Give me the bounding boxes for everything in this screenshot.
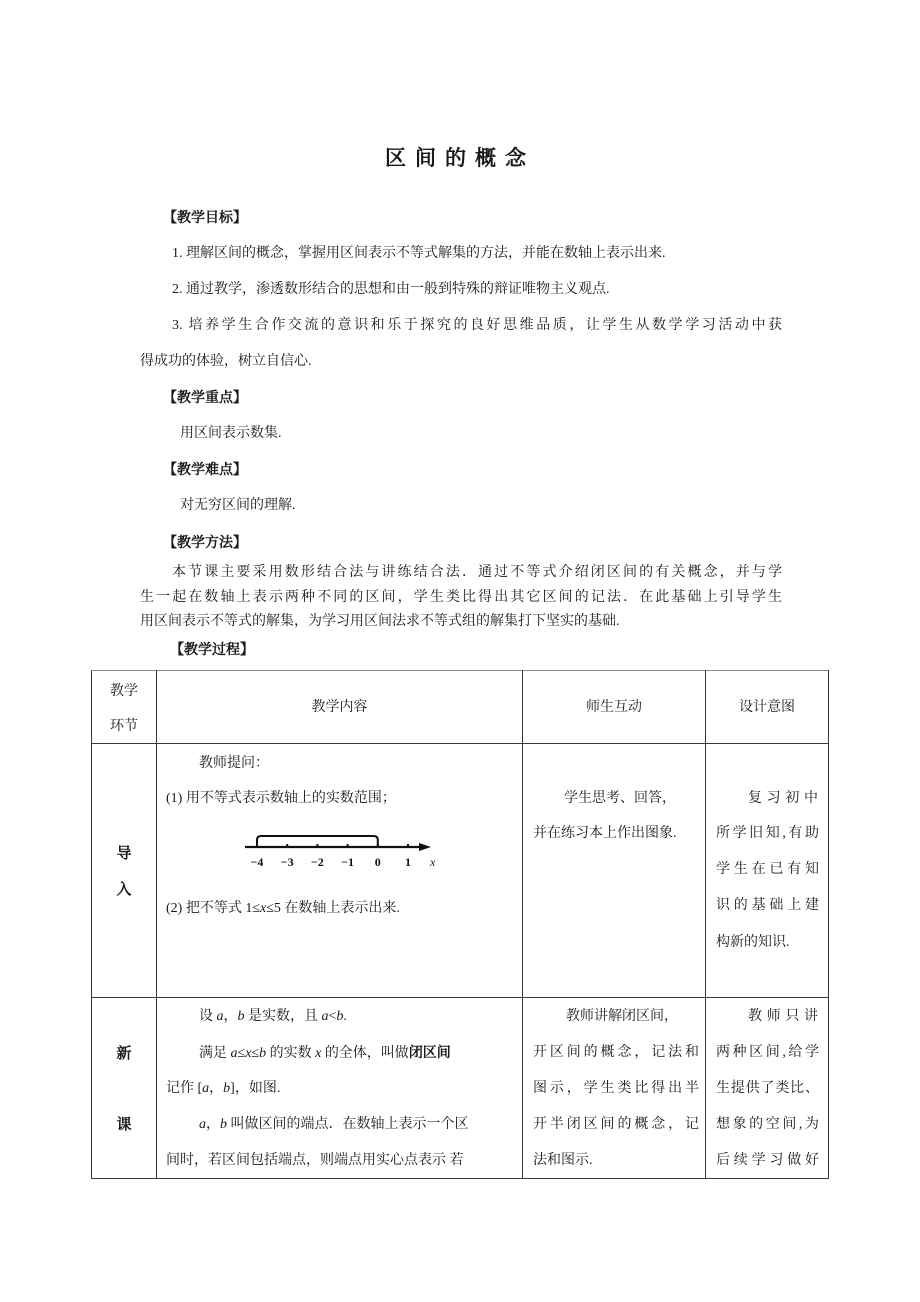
- intent-line: 所学旧知,有助: [716, 826, 819, 841]
- stage-char: 导: [116, 844, 132, 862]
- text-segment: ]，如图.: [230, 1081, 281, 1096]
- text-segment: 记作 [: [166, 1081, 203, 1096]
- math-variable: x: [260, 901, 267, 916]
- content-line: [199, 1007, 347, 1027]
- key-point-heading: 【教学重点】: [163, 390, 247, 406]
- header-interaction-label: 师生互动: [586, 699, 642, 715]
- text-segment: ，: [223, 1009, 238, 1024]
- math-variable: b: [336, 1009, 344, 1024]
- stage-char: 新: [116, 1044, 132, 1062]
- text-segment: .: [343, 1009, 347, 1024]
- math-variable: a: [230, 1046, 238, 1061]
- math-variable: b: [259, 1046, 267, 1061]
- text-segment: ，: [209, 1081, 224, 1096]
- math-variable: a: [216, 1009, 224, 1024]
- intent-line: 想象的空间,为: [716, 1117, 819, 1132]
- text-segment: 间时，若区间包括端点，则端点用实心点表示 若: [166, 1153, 464, 1168]
- content-cell: [157, 998, 523, 1179]
- method-heading: 【教学方法】: [163, 535, 247, 551]
- tick-label: −2: [310, 855, 324, 869]
- objectives-heading: 【教学目标】: [163, 210, 247, 226]
- objective-line: 2. 通过教学，渗透数形结合的思想和由一般到特殊的辩证唯物主义观点.: [172, 282, 610, 297]
- content-line: [166, 1151, 464, 1171]
- page-title: 区间的概念: [385, 146, 535, 170]
- table-header-row: [92, 671, 829, 744]
- method-line: 本节课主要采用数形结合法与讲练结合法．通过不等式介绍闭区间的有关概念，并与学: [172, 565, 782, 580]
- interaction-line: 教师讲解闭区间，: [566, 1009, 678, 1024]
- tick-label: 1: [405, 855, 411, 869]
- text-segment: 的实数: [266, 1046, 316, 1061]
- content-line: [199, 754, 269, 774]
- content-line: [166, 899, 400, 919]
- method-line: 生一起在数轴上表示两种不同的区间，学生类比得出其它区间的记法．在此基础上引导学生: [140, 590, 782, 605]
- axis-label: x: [430, 855, 436, 869]
- tick-label: −1: [341, 855, 355, 869]
- table-row: [92, 998, 829, 1179]
- intent-cell: [706, 998, 829, 1179]
- text-segment: <: [328, 1009, 337, 1024]
- math-variable: a: [199, 1117, 206, 1132]
- header-stage-line: 教学: [110, 683, 138, 699]
- text-segment: ≤: [237, 1046, 246, 1061]
- difficulty-text: 对无穷区间的理解.: [180, 498, 296, 513]
- math-variable: x: [315, 1046, 322, 1061]
- math-variable: a: [321, 1009, 329, 1024]
- number-line-diagram: [243, 826, 443, 872]
- header-content: [157, 671, 523, 744]
- tick-label: 0: [374, 855, 381, 869]
- content-cell: [157, 744, 523, 998]
- intent-cell: [706, 744, 829, 998]
- axis-arrow-icon: [419, 843, 431, 851]
- interaction-line: 并在练习本上作出图象.: [533, 826, 677, 841]
- stage-char: 入: [116, 880, 132, 898]
- intent-line: 教师只讲: [748, 1009, 818, 1024]
- intent-line: 两种区间,给学: [716, 1045, 819, 1060]
- intent-line: 复习初中: [748, 791, 818, 806]
- header-content-label: 教学内容: [311, 699, 368, 715]
- objective-line: 3. 培养学生合作交流的意识和乐于探究的良好思维品质，让学生从数学学习活动中获: [172, 318, 782, 333]
- header-intent: [706, 671, 829, 744]
- text-segment: ≤: [251, 1046, 260, 1061]
- math-variable: b: [237, 1009, 245, 1024]
- process-table: [91, 670, 829, 1179]
- table-row: [92, 744, 829, 998]
- stage-cell: [92, 744, 157, 998]
- header-stage: [92, 671, 157, 744]
- text-segment: 教师提问：: [199, 756, 269, 771]
- process-heading: 【教学过程】: [170, 642, 254, 658]
- text-segment: ≤5 在数轴上表示出来.: [266, 901, 400, 916]
- content-line: [166, 789, 396, 809]
- text-segment: 满足: [199, 1046, 231, 1061]
- intent-line: 学生在已有知: [716, 862, 819, 877]
- interaction-line: 开区间的概念，记法和: [533, 1045, 699, 1060]
- intent-line: 生提供了类比、: [716, 1081, 819, 1096]
- text-segment: ，: [206, 1117, 220, 1132]
- tick-label: −4: [250, 855, 264, 869]
- intent-line: 后续学习做好: [716, 1153, 819, 1168]
- interaction-cell: [523, 744, 706, 998]
- header-interaction: [523, 671, 706, 744]
- text-segment: (1) 用不等式表示数轴上的实数范围；: [166, 791, 396, 806]
- interaction-cell: [523, 998, 706, 1179]
- interaction-line: 法和图示.: [533, 1153, 593, 1168]
- objective-line: 得成功的体验，树立自信心.: [140, 354, 312, 369]
- intent-line: 构新的知识.: [716, 935, 790, 950]
- interaction-line: 图示，学生类比得出半: [533, 1081, 699, 1096]
- stage-cell: [92, 998, 157, 1179]
- math-variable: b: [223, 1081, 231, 1096]
- content-line: [199, 1115, 469, 1135]
- text-segment: 是实数，且: [244, 1009, 322, 1024]
- header-stage-line: 环节: [110, 718, 138, 734]
- intent-line: 识的基础上建: [716, 898, 819, 913]
- text-segment: (2) 把不等式 1≤: [166, 901, 261, 916]
- content-line: [199, 1043, 451, 1063]
- objective-line: 1. 理解区间的概念，掌握用区间表示不等式解集的方法，并能在数轴上表示出来.: [172, 246, 666, 261]
- math-variable: a: [202, 1081, 210, 1096]
- text-segment: 叫做区间的端点．在数轴上表示一个区: [227, 1117, 469, 1132]
- math-variable: x: [245, 1046, 252, 1061]
- interaction-line: 开半闭区间的概念，记: [533, 1117, 699, 1132]
- difficulty-heading: 【教学难点】: [163, 462, 247, 478]
- content-line: [166, 1079, 280, 1099]
- bold-term: 闭区间: [408, 1045, 451, 1061]
- text-segment: 的全体，叫做: [321, 1046, 409, 1061]
- interaction-line: 学生思考、回答，: [564, 791, 676, 806]
- header-intent-label: 设计意图: [739, 699, 795, 715]
- key-point-text: 用区间表示数集.: [180, 426, 282, 441]
- method-line: 用区间表示不等式的解集，为学习用区间法求不等式组的解集打下坚实的基础.: [140, 614, 620, 629]
- stage-char: 课: [116, 1115, 132, 1133]
- text-segment: 设: [199, 1009, 217, 1024]
- math-variable: b: [220, 1117, 227, 1132]
- tick-label: −3: [280, 855, 294, 869]
